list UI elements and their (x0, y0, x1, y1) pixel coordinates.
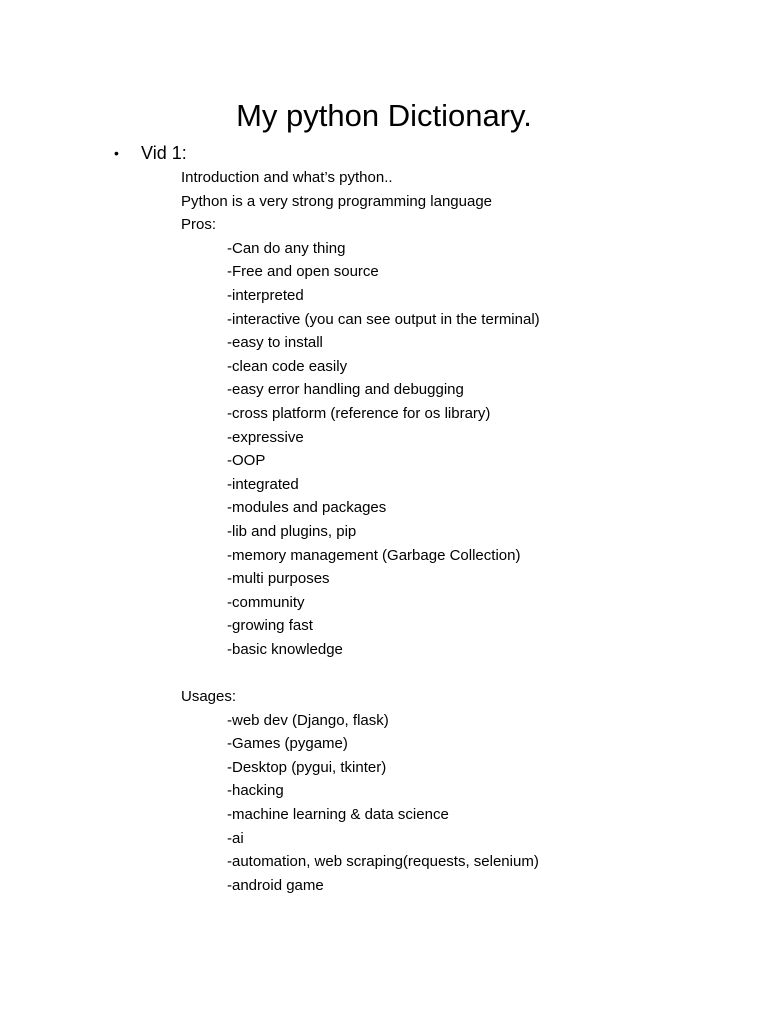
pros-item: -multi purposes (227, 570, 330, 588)
pros-item: -Free and open source (227, 263, 379, 281)
usages-item: -hacking (227, 782, 284, 800)
intro-line: Python is a very strong programming language (181, 192, 493, 210)
usages-label: Usages: (181, 688, 237, 706)
document-title: My python Dictionary. (236, 98, 532, 133)
pros-item: -easy to install (227, 334, 323, 352)
usages-item: -Games (pygame) (227, 735, 348, 753)
intro-line: Introduction and what’s python.. (181, 169, 393, 186)
pros-item: -clean code easily (227, 357, 348, 375)
bullet-dot-icon: • (114, 145, 119, 161)
pros-item: -basic knowledge (227, 640, 343, 658)
blank-line (0, 661, 768, 685)
usages-item: -android game (227, 876, 324, 894)
pros-item: -lib and plugins, pip (227, 522, 357, 540)
pros-item: -interactive (you can see output in the terminal) (227, 310, 540, 328)
usages-item: -automation, web scraping(requests, selenium) (227, 853, 539, 871)
pros-item: -easy error handling and debugging (227, 381, 464, 399)
usages-item: -machine learning & data science (227, 806, 449, 824)
pros-item: -integrated (227, 475, 299, 493)
pros-item: -community (227, 593, 305, 611)
pros-item: -OOP (227, 452, 266, 470)
pros-item: -cross platform (reference for os library) (227, 404, 491, 422)
pros-item: -growing fast (227, 617, 313, 635)
section-heading: Vid 1: (141, 143, 187, 163)
pros-item: -modules and packages (227, 499, 387, 517)
usages-item: -Desktop (pygui, tkinter) (227, 758, 387, 776)
section-bullet-row (114, 141, 187, 165)
pros-item: -memory management (Garbage Collection) (227, 546, 521, 564)
pros-label: Pros: (181, 216, 217, 234)
pros-item: -interpreted (227, 286, 304, 304)
usages-item: -ai (227, 829, 244, 847)
pros-item: -Can do any thing (227, 239, 346, 257)
section-content (0, 166, 768, 897)
pros-item: -expressive (227, 428, 304, 446)
usages-item: -web dev (Django, flask) (227, 711, 389, 729)
